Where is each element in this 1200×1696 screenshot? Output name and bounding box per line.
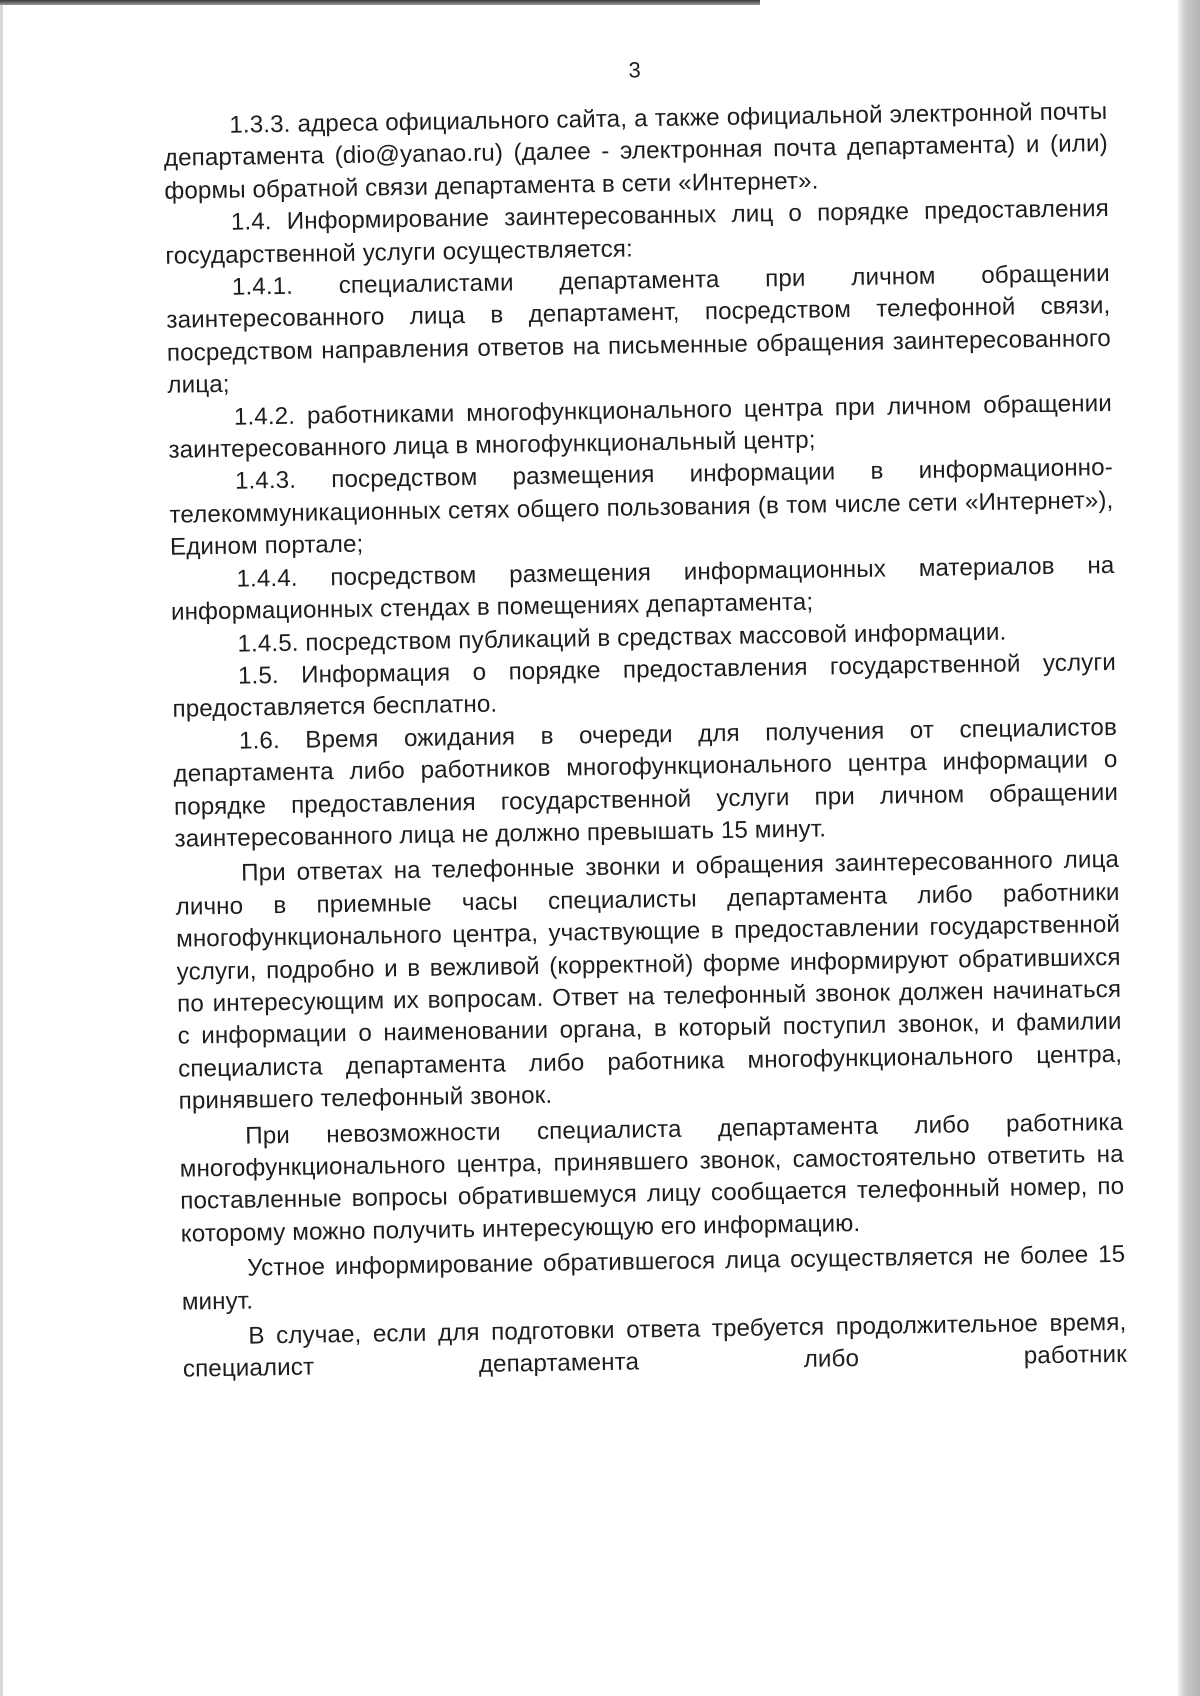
page-number: 3 bbox=[628, 57, 641, 83]
paragraph-oral-info: Устное информирование обратившегося лица осуществляется не более 15 минут. bbox=[181, 1241, 1126, 1316]
paragraph-1-6: 1.6. Время ожидания в очереди для получения от специалистов департамента либо работников многофункционального центра информации о порядке предоставления государственной услуги при личном обращении заинтересованного лица не должно превышать 15 минут. bbox=[173, 713, 1119, 853]
paragraph-1-4-3: 1.4.3. посредством размещения информации в информационно-телекоммуникационных сетях общего пользования (в том числе сети «Интернет»), Едином портале; bbox=[169, 454, 1114, 562]
paragraph-1-4-5: 1.4.5. посредством публикаций в средствах массовой информации. bbox=[237, 618, 1007, 658]
paragraph-1-4-2: 1.4.2. работниками многофункционального центра при личном обращении заинтересованного лица в многофункциональный центр; bbox=[168, 389, 1113, 464]
paragraph-phone-answers: При ответах на телефонные звонки и обращения заинтересованного лица лично в приемные часы специалисты департамента либо работники многофункционального центра, участвующие в предоставлении государственной услуги, подробно и в вежливой (корректной) форме информируют обратившихся по интересующим их вопросам. Ответ на телефонный звонок должен начинаться с информации о наименовании органа, в который поступил звонок, и фамилии специалиста департамента либо работника многофункционального центра, принявшего телефонный звонок. bbox=[175, 846, 1123, 1115]
paragraph-1-4: 1.4. Информирование заинтересованных лиц о порядке предоставления государственной услуги осуществляется: bbox=[165, 195, 1109, 270]
paragraph-inability: При невозможности специалиста департамента либо работника многофункционального центра, принявшего звонок, самостоятельно ответить на поставленные вопросы обратившемуся лицу сообщается телефонный номер, по которому можно получить интересующую его информацию. bbox=[179, 1108, 1125, 1248]
paragraph-1-4-4: 1.4.4. посредством размещения информационных материалов на информационных стендах в помещениях департамента; bbox=[170, 551, 1115, 626]
document-body bbox=[163, 96, 1127, 1387]
paragraph-1-5: 1.5. Информация о порядке предоставления государственной услуги предоставляется бесплатно. bbox=[172, 648, 1117, 724]
paragraph-long-answer: В случае, если для подготовки ответа требуется продолжительное время, специалист департамента либо работник bbox=[182, 1308, 1127, 1384]
paragraph-1-3-3: 1.3.3. адреса официального сайта, а также официальной электронной почты департамента (dio@yanao.ru) (далее - электронная почта департамента) и (или) формы обратной связи департамента в сети «Интернет». bbox=[163, 97, 1108, 205]
paragraph-1-4-1: 1.4.1. специалистами департамента при личном обращении заинтересованного лица в департамент, посредством телефонной связи, посредством направления ответов на письменные обращения заинтересованного лица; bbox=[166, 259, 1112, 399]
